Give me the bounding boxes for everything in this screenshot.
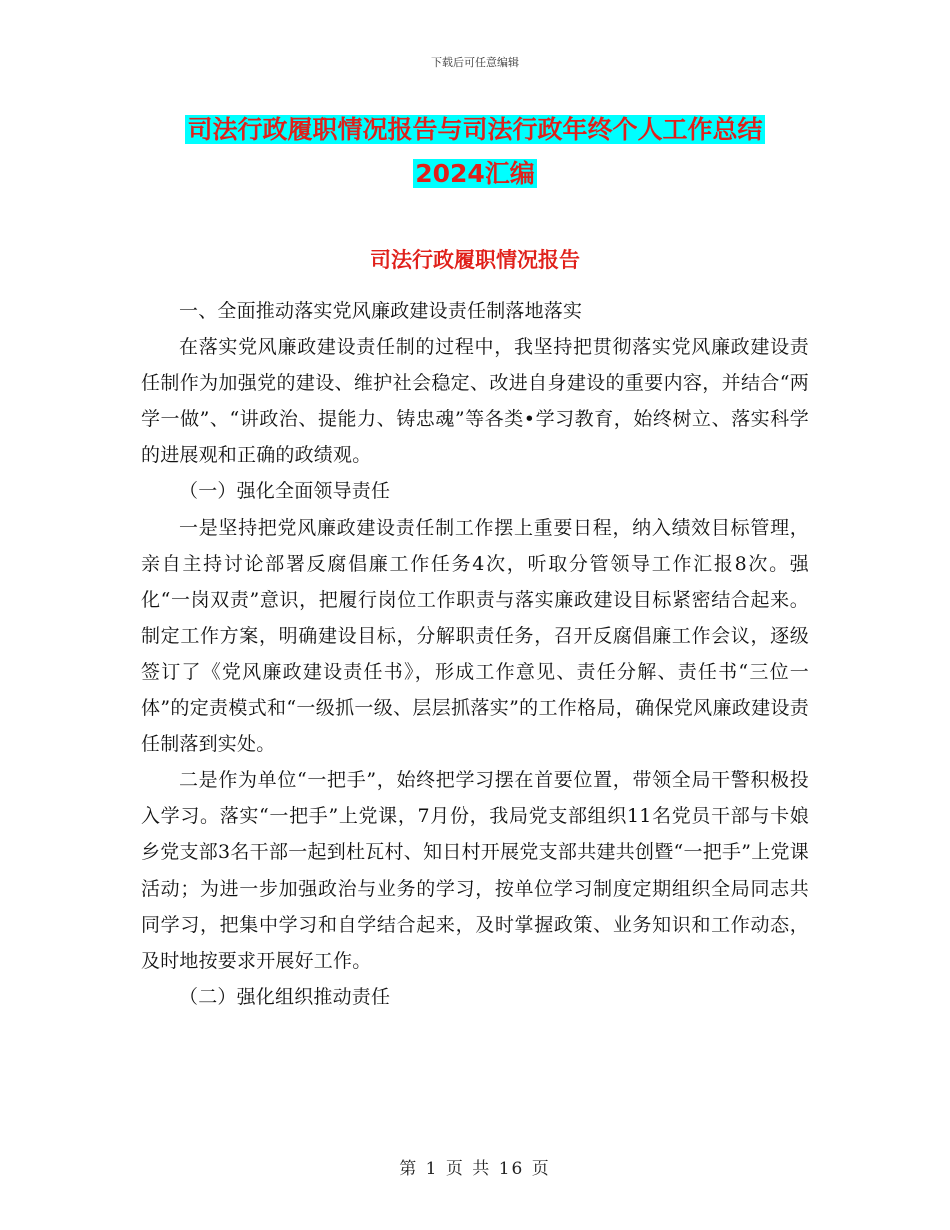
subheading-1: （一）强化全面领导责任 bbox=[179, 480, 391, 503]
document-title-line-2 bbox=[0, 153, 950, 195]
subheading-2: （二）强化组织推动责任 bbox=[179, 985, 391, 1008]
document-body bbox=[141, 293, 809, 1015]
paragraph: 在落实党风廉政建设责任制的过程中，我坚持把贯彻落实党风廉政建设责任制作为加强党的建设、维护社会稳定、改进自身建设的重要内容，并结合“两学一做”、“讲政治、提能力、铸忠魂”等各类•学习教育，始终树立、落实科学的进展观和正确的政绩观。 bbox=[141, 336, 809, 467]
paragraph: 一是坚持把党风廉政建设责任制工作摆上重要日程，纳入绩效目标管理，亲自主持讨论部署反腐倡廉工作任务4次，听取分管领导工作汇报8次。强化“一岗双责”意识，把履行岗位工作职责与落实廉政建设目标紧密结合起来。制定工作方案，明确建设目标，分解职责任务，召开反腐倡廉工作会议，逐级签订了《党风廉政建设责任书》，形成工作意见、责任分解、责任书“三位一体”的定责模式和“一级抓一级、层层抓落实”的工作格局，确保党风廉政建设责任制落到实处。 bbox=[141, 516, 809, 756]
page-number: 第 1 页 共 16 页 bbox=[399, 1159, 551, 1179]
title-highlight-2: 2024汇编 bbox=[415, 159, 535, 188]
heading-1: 一、全面推动落实党风廉政建设责任制落地落实 bbox=[179, 300, 583, 322]
document-title-line-1 bbox=[0, 109, 950, 151]
section-title: 司法行政履职情况报告 bbox=[370, 248, 580, 272]
paragraph: 二是作为单位“一把手”，始终把学习摆在首要位置，带领全局干警积极投入学习。落实“一把手”上党课，7月份，我局党支部组织11名党员干部与卡娘乡党支部3名干部一起到杜瓦村、知日村开展党支部共建共创暨“一把手”上党课活动；为进一步加强政治与业务的学习，按单位学习制度定期组织全局同志共同学习，把集中学习和自学结合起来，及时掌握政策、业务知识和工作动态，及时地按要求开展好工作。 bbox=[141, 769, 809, 972]
page-header: 下载后可任意编辑 bbox=[431, 56, 519, 69]
title-highlight-1: 司法行政履职情况报告与司法行政年终个人工作总结 bbox=[187, 115, 763, 144]
